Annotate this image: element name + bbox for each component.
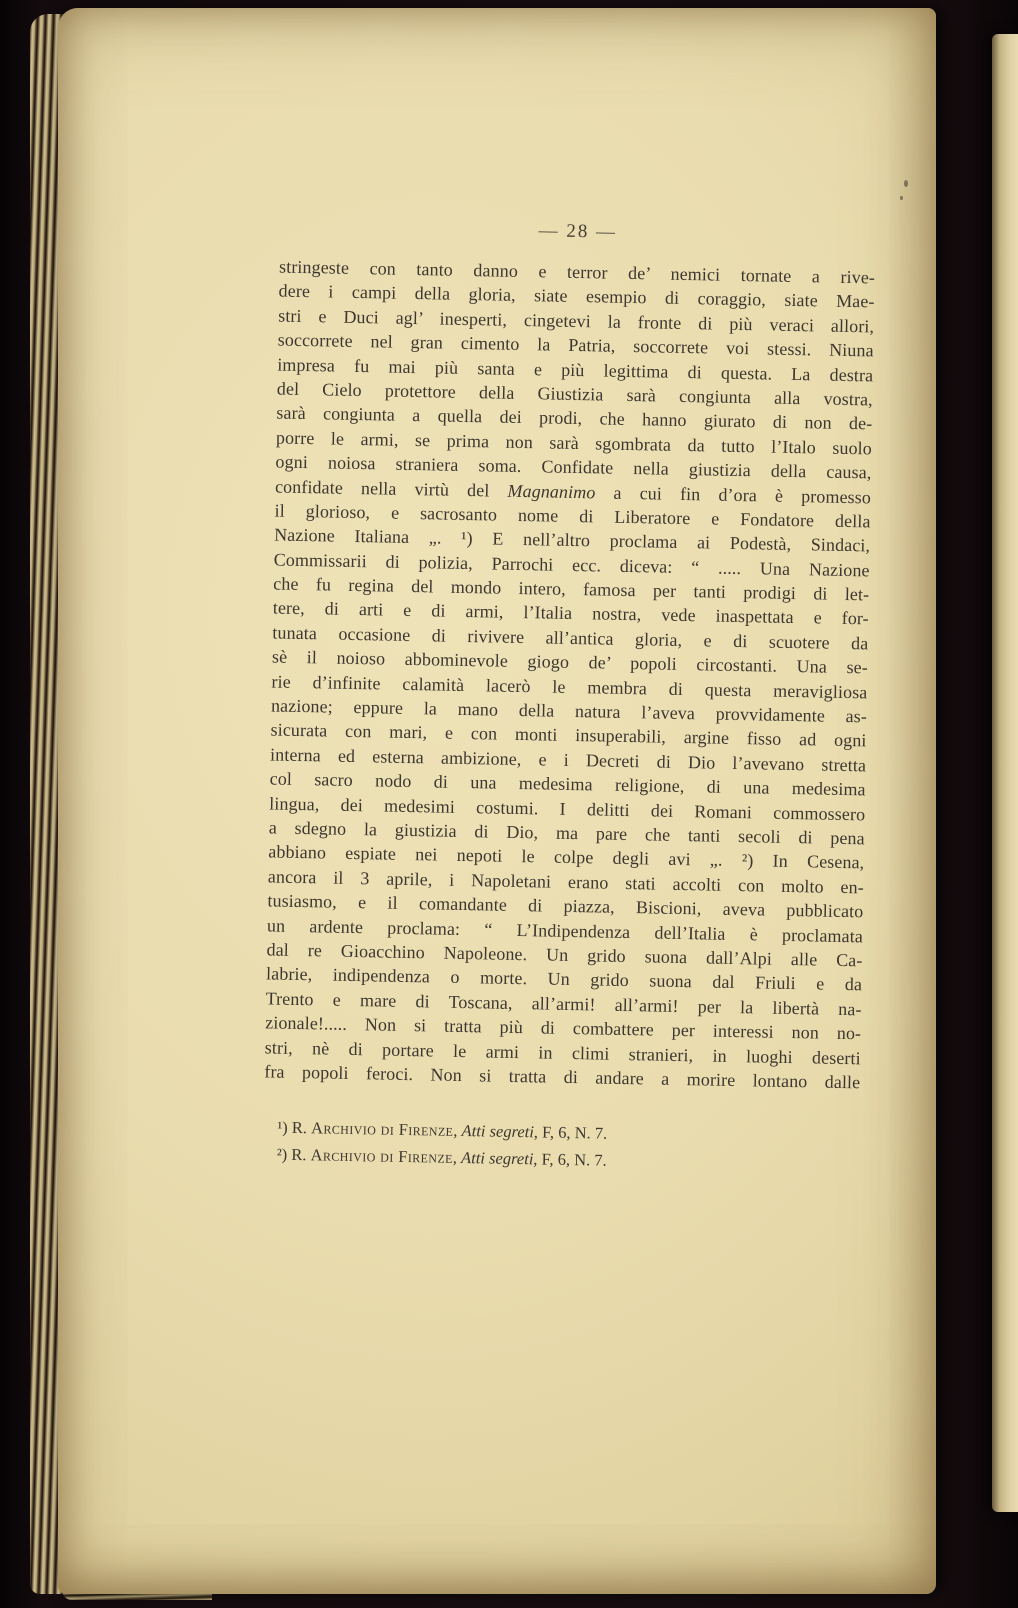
footnote-line: ¹) R. Archivio di Firenze, Atti segreti, F, 6, N. 7. — [277, 1117, 608, 1143]
ink-speck — [904, 180, 908, 187]
footnotes — [263, 1114, 860, 1179]
body-text-line: tunata occasione di rivivere all’antica gloria, e di scuotere da — [272, 622, 869, 654]
body-text-line: dere i campi della gloria, siate esempio di coraggio, siate Mae- — [278, 280, 875, 312]
body-text-line: ogni noiosa straniera soma. Confidate nella giustizia della causa, — [275, 451, 872, 483]
body-text-line: stri, nè di portare le armi in climi stranieri, in luoghi deserti — [264, 1036, 861, 1068]
body-text-line: soccorrete nel gran cimento la Patria, soccorrete voi stessi. Niuna — [277, 329, 874, 361]
body-text-line: abbiano espiate nei nepoti le colpe degli avi „. ²) In Cesena, — [268, 841, 865, 873]
body-text-line: a sdegno la giustizia di Dio, ma pare che tanti secoli di pena — [268, 817, 865, 849]
body-text-line: fra popoli feroci. Non si tratta di andare a morire lontano dalle — [264, 1061, 861, 1093]
page-number: — 28 — — [538, 220, 618, 243]
body-text-line: dal re Gioacchino Napoleone. Un grido suona dall’Alpi alle Ca- — [266, 939, 863, 971]
body-text-line: del Cielo protettore della Giustizia sarà congiunta alla vostra, — [276, 378, 873, 410]
footnote-line: ²) R. Archivio di Firenze, Atti segreti, F, 6, N. 7. — [276, 1144, 607, 1170]
body-text-line: un ardente proclama: “ L’Indipendenza dell’Italia è proclamata — [266, 914, 864, 946]
body-text-line: interna ed esterna ambizione, e i Decreti di Dio l’avevano stretta — [269, 744, 867, 776]
body-text-line: confidate nella virtù del Magnanimo a cui fin d’ora è promesso — [274, 476, 872, 507]
body-text-line: che fu regina del mondo intero, famosa per tanti prodigi di let- — [273, 573, 870, 605]
body-text-line: stringeste con tanto danno e terror de’ nemici tornate a rive- — [278, 256, 876, 288]
body-text-line: rie d’infinite calamità lacerò le membra di questa meravigliosa — [271, 671, 868, 703]
body-text-line: lingua, dei medesimi costumi. I delitti dei Romani commossero — [269, 793, 866, 824]
page-content — [263, 215, 876, 1179]
body-text-line: Commissarii di polizia, Parrochi ecc. diceva: “ ..... Una Nazione — [273, 549, 870, 581]
body-text-line: labrie, indipendenza o morte. Un grido suona dal Friuli e da — [265, 963, 863, 995]
body-text-line: col sacro nodo di una medesima religione, di una medesima — [269, 768, 866, 800]
body-text-line: porre le armi, se prima non sarà sgombrata da tutto l’Italo suolo — [275, 427, 873, 459]
body-text-line: nazione; eppure la mano della natura l’aveva provvidamente as- — [270, 695, 868, 727]
body-text — [264, 255, 875, 1095]
body-text-line: sicurata con mari, e con monti insuperabili, argine fisso ad ogni — [270, 719, 867, 751]
body-text-line: Trento e mare di Toscana, all’armi! all’armi! per la libertà na- — [265, 988, 862, 1020]
body-text-line: sarà congiunta a quella dei prodi, che hanno giurato di non de- — [276, 402, 873, 434]
body-text-line: zionale!..... Non si tratta più di combattere per interessi non no- — [265, 1012, 862, 1044]
body-text-line: tere, di arti e di armi, l’Italia nostra, vede inaspettata e for- — [272, 597, 869, 629]
body-text-line: il glorioso, e sacrosanto nome di Liberatore e Fondatore della — [274, 500, 871, 532]
body-text-line: sè il noioso abbominevole giogo de’ popoli circostanti. Una se- — [271, 646, 869, 678]
book-page — [58, 8, 936, 1594]
body-text-line: ancora il 3 aprile, i Napoletani erano stati accolti con molto en- — [267, 866, 865, 898]
body-text-line: tusiasmo, e il comandante di piazza, Biscioni, aveva pubblicato — [267, 890, 864, 922]
next-page-edge — [992, 34, 1018, 1512]
body-text-line: Nazione Italiana „. ¹) E nell’altro proclama ai Podestà, Sindaci, — [273, 524, 871, 556]
body-text-line: impresa fu mai più santa e più legittima di questa. La destra — [277, 354, 874, 385]
ink-speck — [900, 196, 903, 200]
body-text-line: stri e Duci agl’ inesperti, cingetevi la fronte di più veraci allori, — [278, 305, 875, 337]
